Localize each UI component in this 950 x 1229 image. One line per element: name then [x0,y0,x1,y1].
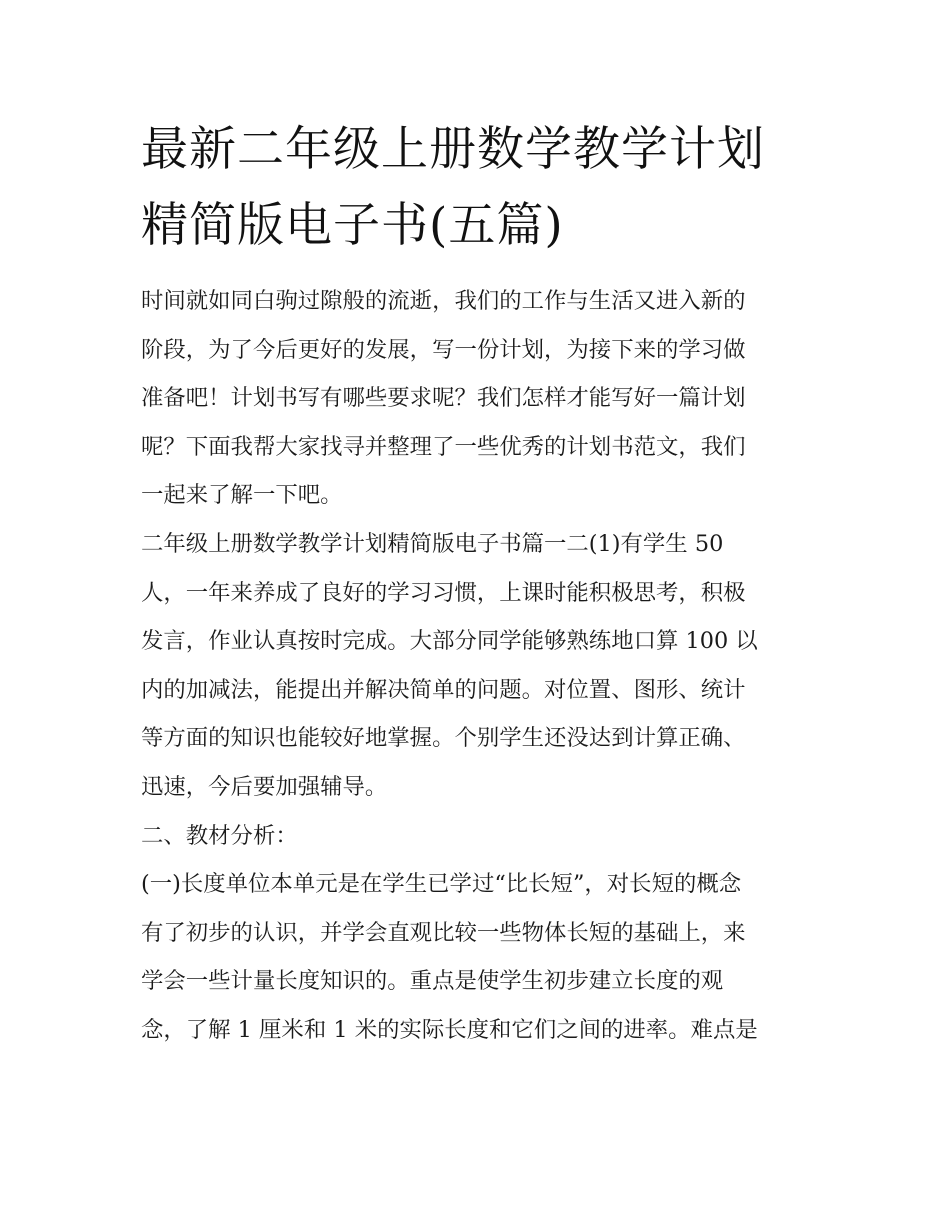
section-one-line-4: 内的加减法，能提出并解决简单的问题。对位置、图形、统计 [141,676,746,703]
section-one-line-2: 人，一年来养成了良好的学习习惯，上课时能积极思考，积极 [141,579,746,606]
materials-line-1: (一)长度单位本单元是在学生已学过“比长短”，对长短的概念 [141,871,742,898]
materials-line-2: 有了初步的认识，并学会直观比较一些物体长短的基础上，来 [141,919,746,946]
title-line-1: 最新二年级上册数学教学计划 [141,122,765,177]
materials-line-4: 念，了解 1 厘米和 1 米的实际长度和它们之间的进率。难点是 [141,1016,758,1043]
section-heading-materials: 二、教材分析： [141,822,298,849]
section-one-line-3: 发言，作业认真按时完成。大部分同学能够熟练地口算 100 以 [141,628,758,655]
section-one-line-5: 等方面的知识也能较好地掌握。个别学生还没达到计算正确、 [141,725,746,752]
intro-line-2: 阶段，为了今后更好的发展，写一份计划，为接下来的学习做 [141,336,746,363]
document-title [141,112,821,264]
section-one-line-1: 二年级上册数学教学计划精简版电子书篇一二(1)有学生 50 [141,530,724,557]
document-body [141,277,821,1055]
materials-line-3: 学会一些计量长度知识的。重点是使学生初步建立长度的观 [141,968,724,995]
section-one-line-6: 迅速，今后要加强辅导。 [141,773,388,800]
title-line-2: 精简版电子书(五篇) [141,198,564,253]
intro-line-5: 一起来了解一下吧。 [141,482,343,509]
intro-line-1: 时间就如同白驹过隙般的流逝，我们的工作与生活又进入新的 [141,288,746,314]
intro-line-3: 准备吧！计划书写有哪些要求呢？我们怎样才能写好一篇计划 [141,385,746,412]
intro-line-4: 呢？下面我帮大家找寻并整理了一些优秀的计划书范文，我们 [141,433,746,460]
